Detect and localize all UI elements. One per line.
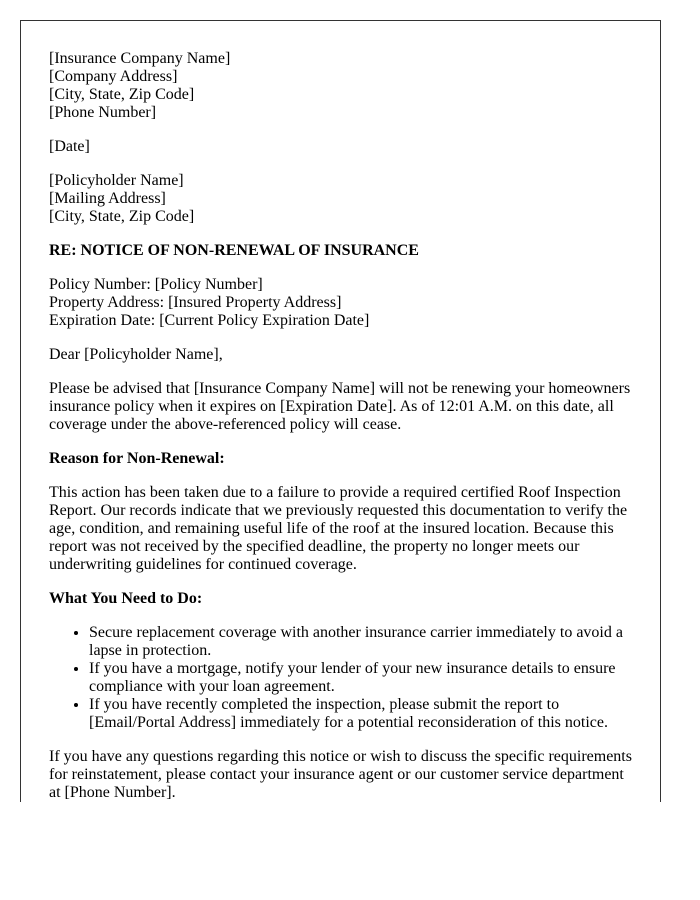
recipient-city-state-zip: [City, State, Zip Code] bbox=[49, 208, 195, 225]
action-item: • If you have a mortgage, notify your lender of your new insurance details to ensure compliance with your loan agreement. bbox=[89, 660, 639, 696]
policy-info-block bbox=[49, 276, 639, 330]
recipient-name: [Policyholder Name] bbox=[49, 172, 184, 189]
date-block bbox=[49, 138, 639, 156]
sender-block bbox=[49, 50, 639, 122]
recipient-block bbox=[49, 172, 639, 226]
reason-heading: Reason for Non-Renewal: bbox=[49, 450, 225, 467]
action-item: • Secure replacement coverage with another insurance carrier immediately to avoid a lapse in protection. bbox=[89, 624, 639, 660]
expiration-date: Expiration Date: [Current Policy Expiration Date] bbox=[49, 312, 370, 329]
sender-address: [Company Address] bbox=[49, 68, 178, 85]
intro-paragraph: Please be advised that [Insurance Company Name] will not be renewing your homeowners insurance policy when it expires on [Expiration Date]. As of 12:01 A.M. on this date, all coverage under the above-referenced policy will cease. bbox=[49, 380, 631, 433]
recipient-mailing-address: [Mailing Address] bbox=[49, 190, 166, 207]
action-item: • If you have recently completed the inspection, please submit the report to [Email/Portal Address] immediately for a potential reconsideration of this notice. bbox=[89, 696, 639, 732]
property-address: Property Address: [Insured Property Address] bbox=[49, 294, 342, 311]
actions-list bbox=[49, 624, 639, 732]
salutation: Dear [Policyholder Name], bbox=[49, 346, 223, 363]
letter-date: [Date] bbox=[49, 138, 90, 155]
closing-paragraph: If you have any questions regarding this notice or wish to discuss the specific requirements for reinstatement, please contact your insurance agent or our customer service department at [Phone Number]. bbox=[49, 748, 632, 801]
policy-number: Policy Number: [Policy Number] bbox=[49, 276, 263, 293]
reason-paragraph: This action has been taken due to a failure to provide a required certified Roof Inspection Report. Our records indicate that we previously requested this documentation to verify the age, condition, and remaining useful life of the roof at the insured location. Because this report was not received by the specified deadline, the property no longer meets our underwriting guidelines for continued coverage. bbox=[49, 484, 628, 573]
subject-line: RE: NOTICE OF NON-RENEWAL OF INSURANCE bbox=[49, 242, 419, 259]
letter-content bbox=[49, 50, 639, 802]
letter-page bbox=[20, 20, 661, 802]
sender-city-state-zip: [City, State, Zip Code] bbox=[49, 86, 195, 103]
actions-heading: What You Need to Do: bbox=[49, 590, 203, 607]
sender-company-name: [Insurance Company Name] bbox=[49, 50, 231, 67]
sender-phone: [Phone Number] bbox=[49, 104, 157, 121]
